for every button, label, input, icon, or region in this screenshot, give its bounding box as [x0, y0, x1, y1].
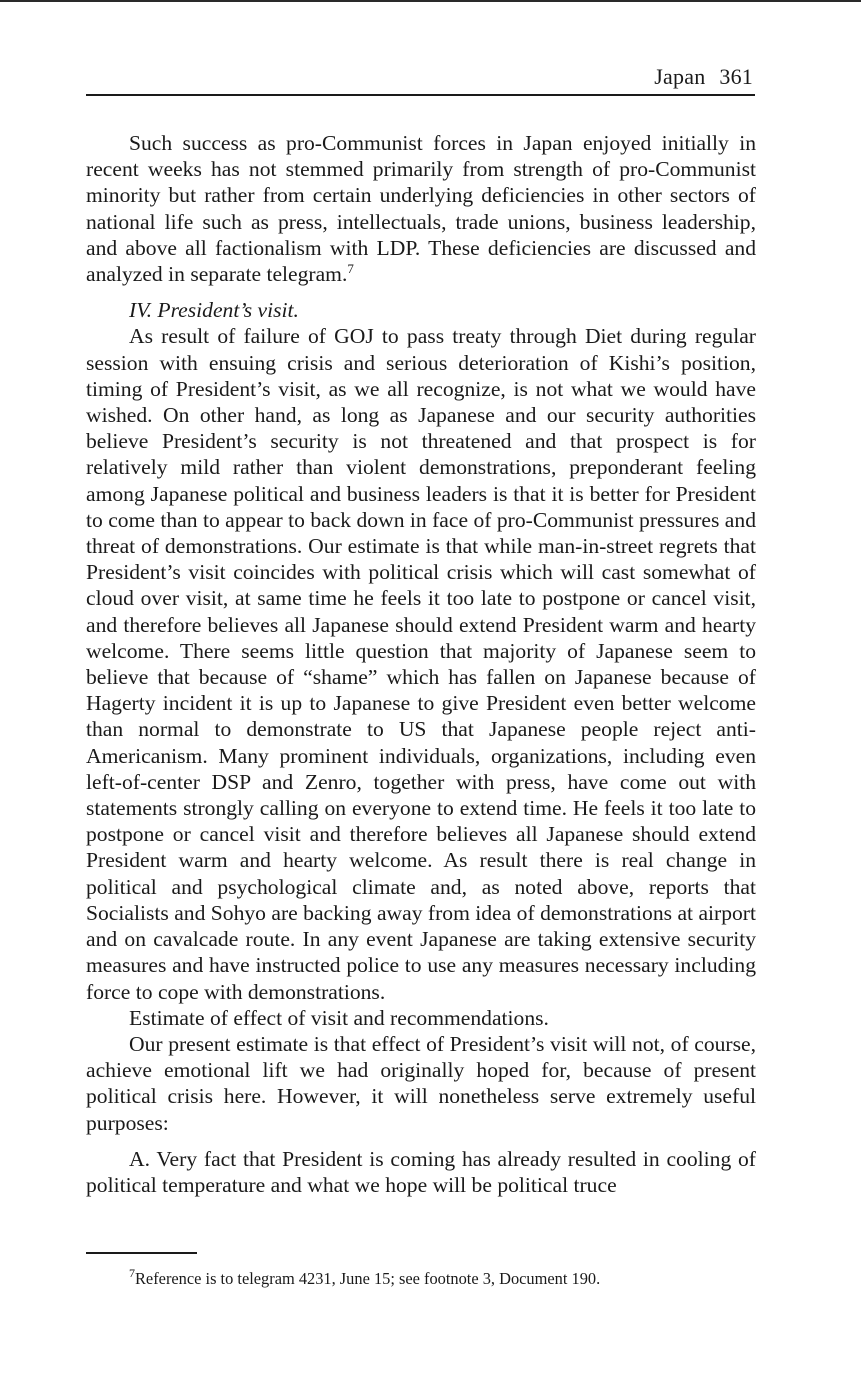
footnote	[129, 1268, 749, 1290]
footnote-ref: 7	[347, 261, 354, 277]
paragraph: Estimate of effect of visit and recommendations.	[129, 1005, 549, 1030]
running-title: Japan	[654, 64, 706, 89]
paragraph: As result of failure of GOJ to pass treaty through Diet during regular session with ensuing crisis and serious deterioration of Kishi’s position, timing of President’s visit, as we all recognize, is not what we would have wished. On other hand, as long as Japanese and our security authorities believe President’s security is not threatened and that prospect is for relatively mild rather than violent demonstrations, preponderant feeling among Japanese political and business leaders is that it is better for President to come than to appear to back down in face of pro-Communist pressures and threat of demonstrations. Our estimate is that while man-in-street regrets that President’s visit coincides with political crisis which will cast somewhat of cloud over visit, at same time he feels it too late to postpone or cancel visit, and therefore believes all Japanese should extend President warm and hearty welcome. There seems little question that majority of Japanese seem to believe that because of “shame” which has fallen on Japanese because of Hagerty incident it is up to Japanese to give President even better welcome than normal to demonstrate to US that Japanese people reject anti-Americanism. Many prominent individuals, organizations, including even left-of-center DSP and Zenro, together with press, have come out with statements strongly calling on everyone to extend time. He feels it too late to postpone or cancel visit and therefore believes all Japanese should extend President warm and hearty welcome. As result there is real change in political and psychological climate and, as noted above, reports that Socialists and Sohyo are backing away from idea of demonstrations at airport and on cavalcade route. In any event Japanese are taking extensive security measures and have instructed police to use any measures necessary including force to cope with demonstrations.	[86, 324, 756, 1004]
running-head	[86, 62, 753, 92]
section-heading: IV. President’s visit.	[129, 298, 299, 323]
footnote-text: Reference is to telegram 4231, June 15; see footnote 3, Document 190.	[135, 1269, 601, 1288]
paragraph: Our present estimate is that effect of President’s visit will not, of course, achieve emotional lift we had originally hoped for, because of present political crisis here. However, it will nonetheless serve extremely useful purposes:	[86, 1031, 756, 1135]
top-edge-rule	[0, 0, 861, 2]
paragraph	[86, 130, 756, 287]
main-text	[86, 130, 756, 1198]
paragraph-text: Such success as pro-Communist forces in Japan enjoyed initially in recent weeks has not stemmed primarily from strength of pro-Communist minority but rather from certain underlying deficiencies in other sectors of national life such as press, intellectuals, trade unions, business leadership, and above all factionalism with LDP. These deficiencies are discussed and analyzed in separate telegram.	[86, 131, 756, 287]
header-rule	[86, 94, 755, 96]
page-number: 361	[719, 64, 753, 89]
paragraph: A. Very fact that President is coming has already resulted in cooling of political temperature and what we hope will be political truce	[86, 1146, 756, 1197]
footnote-marker: 7	[129, 1266, 135, 1280]
footnote-rule	[86, 1252, 197, 1254]
